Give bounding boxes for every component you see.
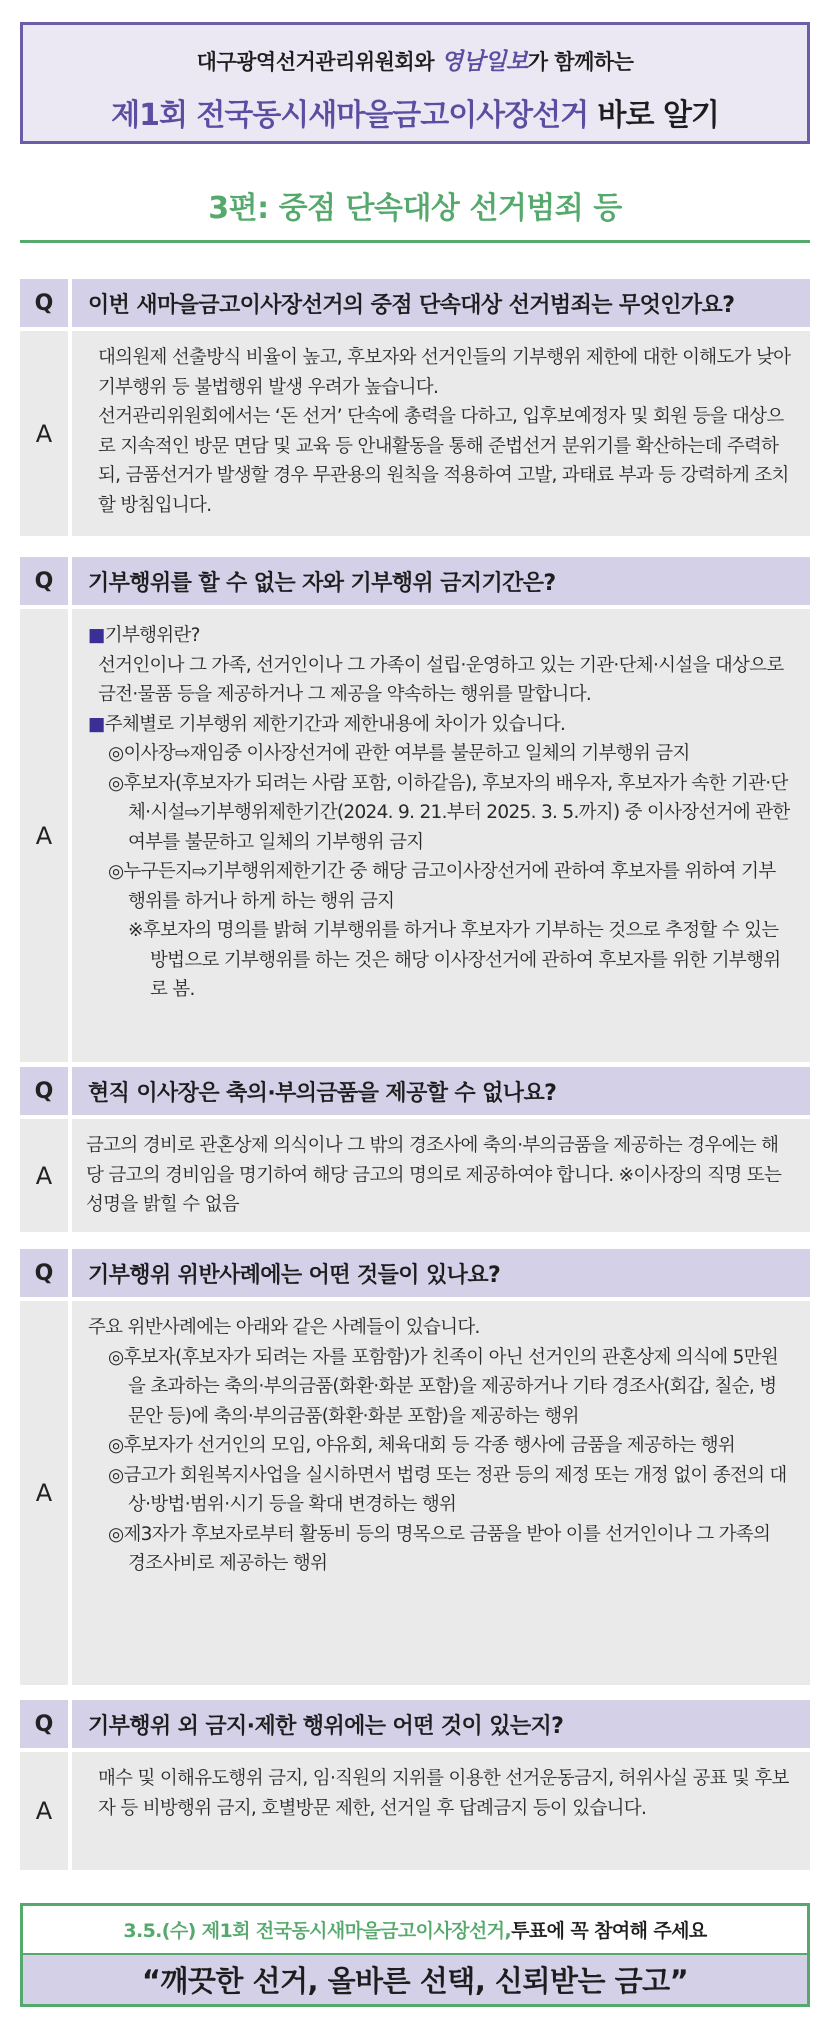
- qa-block-3: [20, 1067, 810, 1232]
- square-bullet-icon: ■: [88, 625, 105, 646]
- answer-paragraph: 매수 및 이해유도행위 금지, 임·직원의 지위를 이용한 선거운동금지, 허위사실 공표 및 후보자 등 비방행위 금지, 호별방문 제한, 선거일 후 답례금지 등이 있습니다.: [98, 1768, 789, 1819]
- section-title: 3편: 중점 단속대상 선거범죄 등: [208, 191, 622, 226]
- answer-text: [72, 1301, 810, 1685]
- answer-badge: A: [20, 1119, 68, 1232]
- answer-row: [20, 331, 810, 536]
- answer-item: ◎제3자가 후보자로부터 활동비 등의 명목으로 금품을 받아 이를 선거인이나 그 가족의 경조사비로 제공하는 행위: [108, 1523, 771, 1574]
- section-divider: [20, 240, 810, 243]
- answer-badge: A: [20, 609, 68, 1062]
- newspaper-logo: 영남일보: [440, 49, 528, 75]
- header-title-election: 제1회 전국동시새마을금고이사장선거: [111, 98, 589, 133]
- answer-paragraph: 선거관리위원회에서는 ‘돈 선거’ 단속에 총력을 다하고, 입후보예정자 및 회원 등을 대상으로 지속적인 방문 면담 및 교육 등 안내활동을 통해 준법선거 분위기를 확산하는데 주력하되, 금품선거가 발생할 경우 무관용의 원칙을 적용하여 고발, 과태료 부과 등 강력하게 조치할 방침입니다.: [98, 406, 789, 516]
- election-date-text: 3.5.(수) 제1회 전국동시새마을금고이사장선거,: [123, 1920, 512, 1942]
- header-title-rest: 바로 알기: [588, 98, 719, 133]
- answer-row: [20, 1301, 810, 1685]
- answer-row: [20, 609, 810, 1062]
- answer-item: ◎후보자(후보자가 되려는 사람 포함, 이하같음), 후보자의 배우자, 후보자가 속한 기관·단체·시설⇨기부행위제한기간(2024. 9. 21.부터 2025. 3. 5.까지) 중 이사장선거에 관한 여부를 불문하고 일체의 기부행위 금지: [108, 772, 790, 853]
- page-footer: [20, 1903, 810, 2007]
- answer-item: ◎누구든지⇨기부행위제한기간 중 해당 금고이사장선거에 관하여 후보자를 위하여 기부행위를 하거나 하게 하는 행위 금지: [108, 861, 776, 912]
- header-org-text: 대구광역선거관리위원회와: [196, 50, 441, 74]
- answer-text: [72, 609, 810, 1062]
- question-badge: Q: [20, 1067, 68, 1115]
- header-subtitle: [23, 43, 807, 76]
- question-row: [20, 1249, 810, 1297]
- answer-item: ◎금고가 회원복지사업을 실시하면서 법령 또는 정관 등의 제정 또는 개정 없이 종전의 대상·방법·범위·시기 등을 확대 변경하는 행위: [108, 1464, 787, 1515]
- question-row: [20, 1067, 810, 1115]
- qa-block-2: [20, 557, 810, 1062]
- question-badge: Q: [20, 279, 68, 327]
- question-badge: Q: [20, 1700, 68, 1748]
- question-text: 기부행위 위반사례에는 어떤 것들이 있나요?: [72, 1249, 810, 1297]
- answer-text: [72, 331, 810, 536]
- answer-text: [72, 1119, 810, 1232]
- qa-block-5: [20, 1700, 810, 1870]
- question-row: [20, 1700, 810, 1748]
- answer-paragraph: 금고의 경비로 관혼상제 의식이나 그 밖의 경조사에 축의·부의금품을 제공하는 경우에는 해당 금고의 경비임을 명기하여 해당 금고의 명의로 제공하여야 합니다. ※이사장의 직명 또는 성명을 밝힐 수 없음: [86, 1135, 782, 1215]
- answer-note: ※후보자의 명의를 밝혀 기부행위를 하거나 후보자가 기부하는 것으로 추정할 수 있는 방법으로 기부행위를 하는 것은 해당 이사장선거에 관하여 후보자를 위한 기부행위로 봄.: [128, 920, 781, 1000]
- qa-block-1: [20, 279, 810, 536]
- slogan: “깨끗한 선거, 올바른 선택, 신뢰받는 금고”: [23, 1955, 807, 2004]
- answer-paragraph: 선거인이나 그 가족, 선거인이나 그 가족이 설립·운영하고 있는 기관·단체·시설을 대상으로 금전·물품 등을 제공하거나 그 제공을 약속하는 행위를 말합니다.: [98, 654, 784, 705]
- question-row: [20, 557, 810, 605]
- question-row: [20, 279, 810, 327]
- answer-badge: A: [20, 331, 68, 536]
- vote-reminder: [23, 1906, 807, 1955]
- header-cooperation-text: 가 함께하는: [527, 50, 634, 74]
- question-text: 이번 새마을금고이사장선거의 중점 단속대상 선거범죄는 무엇인가요?: [72, 279, 810, 327]
- answer-badge: A: [20, 1301, 68, 1685]
- question-badge: Q: [20, 1249, 68, 1297]
- question-text: 기부행위를 할 수 없는 자와 기부행위 금지기간은?: [72, 557, 810, 605]
- answer-item: ◎후보자(후보자가 되려는 자를 포함함)가 친족이 아닌 선거인의 관혼상제 의식에 5만원을 초과하는 축의·부의금품(화환·화분 포함)을 제공하거나 기타 경조사(회갑, 칠순, 병문안 등)에 축의·부의금품(화환·화분 포함)을 제공하는 행위: [108, 1346, 778, 1427]
- page-header: [20, 22, 810, 144]
- answer-bullet: ■주체별로 기부행위 제한기간과 제한내용에 차이가 있습니다.: [88, 713, 566, 735]
- question-badge: Q: [20, 557, 68, 605]
- answer-row: [20, 1752, 810, 1870]
- answer-badge: A: [20, 1752, 68, 1870]
- answer-paragraph: 주요 위반사례에는 아래와 같은 사례들이 있습니다.: [88, 1317, 480, 1338]
- question-text: 현직 이사장은 축의·부의금품을 제공할 수 없나요?: [72, 1067, 810, 1115]
- answer-bullet: ■기부행위란?: [88, 625, 200, 646]
- answer-item: ◎후보자가 선거인의 모임, 야유회, 체육대회 등 각종 행사에 금품을 제공하는 행위: [108, 1435, 736, 1456]
- answer-row: [20, 1119, 810, 1232]
- answer-text: [72, 1752, 810, 1870]
- square-bullet-icon: ■: [88, 713, 105, 735]
- vote-call-text: 투표에 꼭 참여해 주세요: [511, 1920, 707, 1942]
- question-text: 기부행위 외 금지·제한 행위에는 어떤 것이 있는지?: [72, 1700, 810, 1748]
- qa-block-4: [20, 1249, 810, 1685]
- answer-paragraph: 대의원제 선출방식 비율이 높고, 후보자와 선거인들의 기부행위 제한에 대한 이해도가 낮아 기부행위 등 불법행위 발생 우려가 높습니다.: [98, 347, 791, 398]
- header-title: [23, 90, 807, 134]
- answer-item: ◎이사장⇨재임중 이사장선거에 관한 여부를 불문하고 일체의 기부행위 금지: [108, 743, 690, 764]
